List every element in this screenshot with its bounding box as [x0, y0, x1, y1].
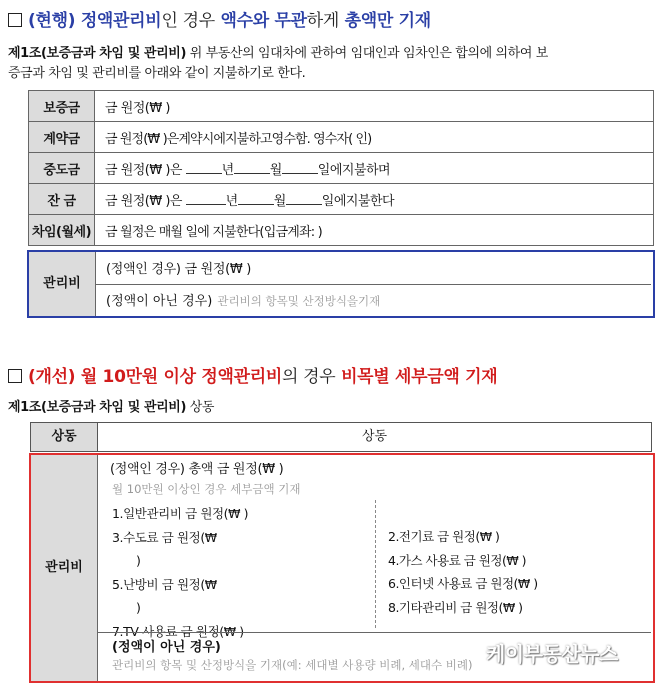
- heading-prefix: (개선): [28, 367, 76, 387]
- mgmt-row-divider: [96, 284, 651, 285]
- row-content: [95, 184, 654, 215]
- table-row: [29, 122, 654, 153]
- nonfixed-divider: [98, 632, 651, 633]
- row-part: 금 원정(₩ )은: [105, 162, 182, 178]
- row-part: 일에지불하며: [317, 162, 391, 178]
- mgmt-fee-label: 관리비: [45, 560, 83, 575]
- improved-heading: [8, 362, 497, 387]
- heading-highlight-amount: 액수와 무관: [220, 11, 307, 31]
- nonfixed-title: (정액이 아닌 경우): [112, 640, 221, 655]
- item-gas: 4.가스 사용료 금 원정(₩ ): [388, 552, 527, 568]
- blank-line: [234, 162, 270, 174]
- item-internet: 6.인터넷 사용료 금 원정(₩ ): [388, 576, 538, 591]
- row-content: 금 원정(₩ ): [95, 91, 654, 122]
- row-part: 월: [269, 162, 282, 178]
- blank-line: [238, 193, 274, 205]
- item-tv: 7.TV 사용료 금 원정(₩ ): [112, 623, 244, 639]
- row-part: 월: [273, 193, 286, 209]
- item-heating-close: ): [136, 600, 141, 615]
- checkbox-square-icon: [8, 13, 22, 27]
- table-row: [29, 215, 654, 246]
- itemized-right-column: [388, 525, 538, 619]
- mgmt-nonfixed-title: (정액이 아닌 경우): [106, 294, 213, 309]
- article-label: 제1조(보증금과 차임 및 관리비): [8, 400, 187, 415]
- mgmt-fee-label: 관리비: [43, 276, 81, 291]
- blank-line: [186, 193, 226, 205]
- checkbox-square-icon: [8, 369, 22, 383]
- row-label: 중도금: [29, 153, 95, 184]
- watermark-logo: 케이부동산뉴스: [486, 642, 618, 666]
- item-heating: 5.난방비 금 원정(₩: [112, 576, 217, 592]
- table-row: [29, 91, 654, 122]
- article-text-line2: 증금과 차임 및 관리비를 아래와 같이 지불하기로 한다.: [8, 66, 306, 81]
- blank-line: [286, 193, 322, 205]
- heading-highlight-fixed-fee: 월 10만원 이상 정액관리비: [80, 367, 282, 387]
- row-label: 차임(월세): [29, 215, 95, 246]
- heading-highlight-total: 총액만 기재: [344, 11, 431, 31]
- article-paragraph-2: [8, 398, 214, 418]
- item-general-mgmt: 1.일반관리비 금 원정(₩ ): [112, 506, 249, 521]
- heading-highlight-fixed-fee: 정액관리비: [80, 11, 162, 31]
- article-text: 상동: [186, 400, 215, 415]
- improved-table-header-label: [30, 422, 98, 452]
- row-content: [95, 153, 654, 184]
- row-label: 잔 금: [29, 184, 95, 215]
- mgmt-nonfixed-row: [106, 290, 380, 309]
- article-paragraph: [8, 44, 548, 84]
- row-part: 년: [225, 193, 238, 209]
- blank-line: [282, 162, 318, 174]
- row-label: 보증금: [29, 91, 95, 122]
- article-label: 제1조(보증금과 차임 및 관리비): [8, 46, 187, 61]
- heading-highlight-itemized: 비목별 세부금액 기재: [341, 367, 498, 387]
- heading-text: 의 경우: [281, 367, 336, 387]
- heading-text: 인 경우: [161, 11, 215, 31]
- current-contract-table: [28, 90, 654, 246]
- item-water: 3.수도료 금 원정(₩: [112, 529, 217, 545]
- row-part: 금 원정(₩ )은: [105, 193, 182, 209]
- row-label: 계약금: [29, 122, 95, 153]
- header-content-text: 상동: [361, 429, 388, 444]
- item-water-close: ): [136, 553, 141, 568]
- article-text-line1: 위 부동산의 임대차에 관하여 임대인과 임차인은 합의에 의하여 보: [186, 46, 548, 61]
- item-electricity: 2.전기료 금 원정(₩ ): [388, 529, 500, 544]
- current-heading: [8, 6, 431, 31]
- heading-prefix: (현행): [28, 11, 76, 31]
- itemized-column-divider: [375, 500, 376, 628]
- row-content: 금 월정은 매월 일에 지불한다(입금계좌: ): [95, 215, 654, 246]
- item-other: 8.기타관리비 금 원정(₩ ): [388, 599, 523, 615]
- fixed-note: 월 10만원 이상인 경우 세부금액 기재: [112, 482, 301, 496]
- fixed-total-line: (정액인 경우) 총액 금 원정(₩ ): [110, 462, 284, 477]
- improved-table-header-content: [97, 422, 652, 452]
- heading-text-2: 하게: [306, 11, 340, 31]
- itemized-left-column: [112, 502, 248, 643]
- blank-line: [186, 162, 222, 174]
- table-row: [29, 184, 654, 215]
- header-label-text: 상동: [51, 429, 77, 444]
- mgmt-nonfixed-note: 관리비의 항목및 산정방식을기재: [217, 294, 381, 308]
- table-row: [29, 153, 654, 184]
- row-part: 일에지불한다: [321, 193, 395, 209]
- nonfixed-note: 관리비의 항목 및 산정방식을 기재(예: 세대별 사용량 비례, 세대수 비례): [112, 658, 473, 672]
- mgmt-fixed-row: (정액인 경우) 금 원정(₩ ): [106, 262, 252, 277]
- row-content: 금 원정(₩ )은계약시에지불하고영수함. 영수자( 인): [95, 122, 654, 153]
- row-part: 년: [221, 162, 234, 178]
